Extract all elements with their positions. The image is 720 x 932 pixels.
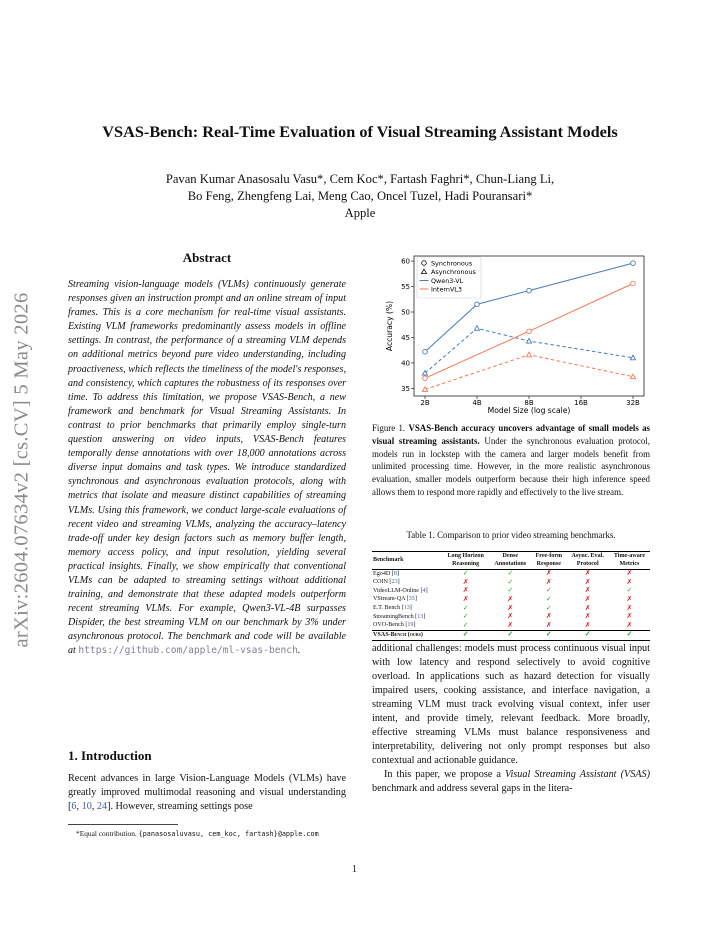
y-tick-label: 35 bbox=[401, 384, 410, 393]
benchmark-name-text: VSAS-Bench (ours) bbox=[373, 631, 423, 638]
table-header-text: Benchmark bbox=[373, 556, 404, 563]
x-axis-label: Model Size (log scale) bbox=[487, 406, 571, 415]
authors-line-1: Pavan Kumar Anasosalu Vasu*, Cem Koc*, Fartash Faghri*, Chun-Liang Li, bbox=[165, 172, 555, 186]
data-point bbox=[474, 326, 479, 331]
check-icon: ✓ bbox=[584, 630, 591, 639]
series-line bbox=[425, 355, 633, 390]
check-mark bbox=[609, 631, 650, 641]
cross-icon: ✗ bbox=[626, 612, 633, 621]
check-icon: ✓ bbox=[507, 586, 514, 595]
legend-asynchronous: Asynchronous bbox=[431, 268, 476, 277]
footnote bbox=[76, 829, 319, 838]
citation-link[interactable]: 13 bbox=[417, 613, 424, 620]
data-point bbox=[475, 302, 480, 307]
check-icon: ✓ bbox=[507, 577, 514, 586]
table-header-text: Long Horizon bbox=[447, 553, 484, 559]
check-icon: ✓ bbox=[626, 630, 633, 639]
footnote-rule bbox=[68, 824, 178, 825]
page-number: 1 bbox=[352, 864, 357, 875]
paragraph bbox=[372, 768, 650, 796]
benchmark-name-text: OVO-Bench bbox=[373, 622, 404, 629]
y-tick-label: 50 bbox=[401, 308, 410, 317]
data-point bbox=[631, 261, 636, 266]
y-tick-label: 60 bbox=[401, 257, 410, 266]
check-icon: ✓ bbox=[545, 586, 552, 595]
arxiv-identifier-text: arXiv:2604.07634v2 [cs.CV] 5 May 2026 bbox=[10, 292, 33, 648]
check-icon: ✓ bbox=[626, 586, 633, 595]
legend-synchronous: Synchronous bbox=[431, 259, 473, 268]
table-header-cell bbox=[489, 552, 531, 570]
table-header-text: Annotations bbox=[494, 560, 527, 567]
data-point bbox=[423, 349, 428, 354]
data-point bbox=[630, 374, 635, 379]
table-1-caption: Table 1. Comparison to prior video streaming benchmarks. bbox=[406, 530, 616, 540]
cross-icon: ✗ bbox=[507, 620, 514, 629]
comparison-table bbox=[372, 551, 650, 641]
citation-link[interactable]: 4 bbox=[422, 587, 426, 594]
check-mark bbox=[442, 631, 489, 641]
benchmark-name: Ego4D [8] bbox=[373, 570, 399, 577]
table-header-text: Metrics bbox=[619, 560, 640, 567]
table-header-cell bbox=[372, 552, 442, 570]
x-tick-label: 8B bbox=[524, 399, 534, 407]
citation-link[interactable]: 35 bbox=[408, 596, 415, 603]
figure-caption-label: Figure 1. bbox=[372, 423, 406, 433]
cross-icon: ✗ bbox=[626, 620, 633, 629]
paper-title: VSAS-Bench: Real-Time Evaluation of Visual Streaming Assistant Models bbox=[102, 122, 618, 141]
check-mark bbox=[567, 631, 609, 641]
citation-link[interactable]: 13 bbox=[403, 605, 410, 612]
table-header-text: Async. Eval. bbox=[571, 553, 604, 559]
legend-intern: InternVL3 bbox=[431, 285, 462, 294]
table-header-cell bbox=[609, 552, 650, 570]
citation-link[interactable]: 6 bbox=[71, 801, 77, 813]
x-tick-label: 32B bbox=[626, 399, 640, 407]
code-url-link[interactable]: https://github.com/apple/ml-vsas-bench bbox=[78, 645, 298, 657]
footnote-label: *Equal contribution. bbox=[76, 829, 139, 838]
y-tick-label: 45 bbox=[401, 333, 410, 342]
benchmark-name: VideoLLM-Online [4] bbox=[373, 587, 428, 594]
para2-text-b: benchmark and address several gaps in the litera- bbox=[372, 783, 573, 795]
figure-caption-bold: VSAS-Bench accuracy uncovers advantage of small models as visual streaming assistants. bbox=[372, 423, 651, 446]
intro-text-b: ]. However, streaming settings pose bbox=[107, 801, 253, 813]
cross-icon: ✗ bbox=[584, 586, 591, 595]
intro-sep: , bbox=[91, 801, 97, 813]
paragraph: additional challenges: models must process continuous visual input with low latency and respond selectively to avoid cognitive overload. In applications such as hazard detection for visually impaired users, cooking assistance, and interface navigation, a streaming VLM must track evolving visual context, infer user intent, and provide timely, relevant feedback. More broadly, effective streaming VLMs must balance responsiveness and interpretability, delivering not only prompt responses but also contextual and actionable guidance. bbox=[372, 643, 650, 767]
data-point bbox=[527, 288, 532, 293]
citation-link[interactable]: 23 bbox=[391, 579, 398, 586]
cross-icon: ✗ bbox=[584, 569, 591, 578]
table-header-text: Reasoning bbox=[452, 560, 480, 567]
abstract-body bbox=[68, 278, 346, 659]
y-tick-label: 40 bbox=[401, 359, 410, 368]
cross-icon: ✗ bbox=[462, 586, 469, 595]
data-point bbox=[631, 281, 636, 286]
citation-link[interactable]: 8 bbox=[393, 570, 397, 577]
x-tick-label: 4B bbox=[472, 399, 482, 407]
table-row-ours bbox=[372, 631, 650, 641]
benchmark-name-text: VideoLLM-Online bbox=[373, 587, 420, 594]
cross-icon: ✗ bbox=[584, 612, 591, 621]
benchmark-name-text: E.T. Bench bbox=[373, 605, 401, 612]
cross-icon: ✗ bbox=[626, 603, 633, 612]
cross-icon: ✗ bbox=[545, 577, 552, 586]
table-header-text: Protocol bbox=[576, 560, 599, 567]
cross-icon: ✗ bbox=[626, 569, 633, 578]
check-mark bbox=[531, 631, 566, 641]
table-header-text: Response bbox=[536, 560, 562, 567]
introduction-heading: 1. Introduction bbox=[68, 748, 152, 763]
y-axis-label: Accuracy (%) bbox=[385, 300, 394, 352]
figure-1-caption bbox=[372, 422, 650, 499]
figure-1-chart bbox=[372, 252, 650, 420]
check-mark bbox=[489, 631, 531, 641]
cross-icon: ✗ bbox=[507, 603, 514, 612]
check-icon: ✓ bbox=[462, 569, 469, 578]
benchmark-name: StreamingBench [13] bbox=[373, 613, 426, 620]
legend-qwen: Qwen3-VL bbox=[431, 276, 464, 285]
table-header-text: Dense bbox=[502, 553, 519, 559]
citation-link[interactable]: 19 bbox=[407, 622, 414, 629]
benchmark-name: COIN [23] bbox=[373, 579, 400, 586]
para2-emphasis: Visual Streaming Assistant (VSAS) bbox=[505, 769, 650, 781]
benchmark-name bbox=[372, 631, 442, 641]
right-column-text bbox=[372, 642, 650, 797]
benchmark-name: E.T. Bench [13] bbox=[373, 605, 412, 612]
footnote-emails: {panasosaluvasu, cem_koc, fartash}@apple.com bbox=[138, 830, 319, 838]
series-line bbox=[425, 328, 633, 373]
cross-icon: ✗ bbox=[507, 612, 514, 621]
x-tick-label: 16B bbox=[574, 399, 588, 407]
cross-icon: ✗ bbox=[584, 620, 591, 629]
benchmark-name-text: COIN bbox=[373, 579, 388, 586]
data-point bbox=[526, 352, 531, 357]
benchmark-name-text: VStream-QA bbox=[373, 596, 406, 603]
authors-line-2: Bo Feng, Zhengfeng Lai, Meng Cao, Oncel Tuzel, Hadi Pouransari* bbox=[187, 189, 533, 203]
table-header-cell bbox=[531, 552, 566, 570]
cross-icon: ✗ bbox=[626, 577, 633, 586]
cross-icon: ✗ bbox=[584, 577, 591, 586]
check-icon: ✓ bbox=[545, 603, 552, 612]
abstract-end: . bbox=[297, 645, 301, 657]
data-point bbox=[527, 329, 532, 334]
cross-icon: ✗ bbox=[545, 612, 552, 621]
check-icon: ✓ bbox=[507, 630, 514, 639]
abstract-heading: Abstract bbox=[182, 250, 232, 265]
table-header-cell bbox=[442, 552, 489, 570]
check-icon: ✓ bbox=[545, 594, 552, 603]
check-icon: ✓ bbox=[462, 612, 469, 621]
cross-icon: ✗ bbox=[545, 620, 552, 629]
table-header-row bbox=[372, 552, 650, 570]
cross-icon: ✗ bbox=[462, 577, 469, 586]
table-header-text: Free-form bbox=[535, 553, 563, 559]
benchmark-name: VStream-QA [35] bbox=[373, 596, 417, 603]
benchmark-name-text: Ego4D bbox=[373, 570, 391, 577]
benchmark-name-text: StreamingBench bbox=[373, 613, 414, 620]
x-tick-label: 2B bbox=[420, 399, 430, 407]
table-header-text: Time-aware bbox=[613, 553, 646, 559]
check-icon: ✓ bbox=[545, 630, 552, 639]
check-icon: ✓ bbox=[462, 603, 469, 612]
benchmark-name: OVO-Bench [19] bbox=[373, 622, 416, 629]
y-tick-label: 55 bbox=[401, 282, 410, 291]
check-icon: ✓ bbox=[462, 630, 469, 639]
figure-caption-rest: Under the synchronous evaluation protocol, models run in lockstep with the camera and larger models benefit from unlimited processing time. However, in the more realistic asynchronous evaluation, smaller models outperform because their high inference speed allows them to respond more rapidly and effectively to the live stream. bbox=[372, 435, 650, 497]
cross-icon: ✗ bbox=[626, 594, 633, 603]
cross-icon: ✗ bbox=[462, 594, 469, 603]
intro-text-a: Recent advances in large Vision-Language Models (VLMs) have greatly improved multimodal reasoning and visual understanding [ bbox=[68, 773, 346, 813]
table-header-cell bbox=[567, 552, 609, 570]
data-point bbox=[423, 376, 428, 381]
para2-text-a: In this paper, we propose a bbox=[384, 769, 505, 781]
chart-legend bbox=[417, 257, 481, 298]
cross-icon: ✗ bbox=[545, 569, 552, 578]
cross-icon: ✗ bbox=[584, 594, 591, 603]
cross-icon: ✗ bbox=[507, 594, 514, 603]
cross-icon: ✗ bbox=[584, 603, 591, 612]
affiliation: Apple bbox=[344, 206, 376, 220]
check-icon: ✓ bbox=[462, 620, 469, 629]
arxiv-identifier bbox=[4, 260, 40, 680]
intro-sep: , bbox=[76, 801, 82, 813]
data-point bbox=[630, 355, 635, 360]
introduction-body bbox=[68, 772, 346, 814]
check-icon: ✓ bbox=[507, 569, 514, 578]
abstract-text: Streaming vision-language models (VLMs) continuously generate responses given an instruction prompt and an online stream of input frames. This is a core mechanism for real-time visual assistants. Existing VLM frameworks predominantly assess models in offline settings. In contrast, the performance of a streaming VLM depends on additional metrics beyond pure video understanding, including proactiveness, which reflects the timeliness of the model's responses, and consistency, which captures the robustness of its responses over time. To address this limitation, we propose VSAS-Bench, a new framework and benchmark for Visual Streaming Assistants. In contrast to prior benchmarks that primarily employ single-turn question answering on video inputs, VSAS-Bench features temporally dense annotations with over 18,000 annotations across diverse input domains and task types. We introduce standardized synchronous and asynchronous evaluation protocols, along with metrics that isolate and measure distinct capabilities of streaming VLMs. Using this framework, we conduct large-scale evaluations of recent video and streaming VLMs, analyzing the accuracy–latency trade-off under key design factors such as memory buffer length, memory access policy, and input resolution, yielding several practical insights. Finally, we show empirically that conventional VLMs can be adapted to streaming settings without additional training, and demonstrate that these adapted models outperform recent streaming VLMs. For example, Qwen3-VL-4B surpasses Dispider, the best streaming VLM on our benchmark by 3% under asynchronous protocol. The benchmark and code will be available at bbox=[68, 279, 346, 657]
citation-link[interactable]: 24 bbox=[96, 801, 108, 813]
citation-link[interactable]: 10 bbox=[81, 801, 92, 813]
